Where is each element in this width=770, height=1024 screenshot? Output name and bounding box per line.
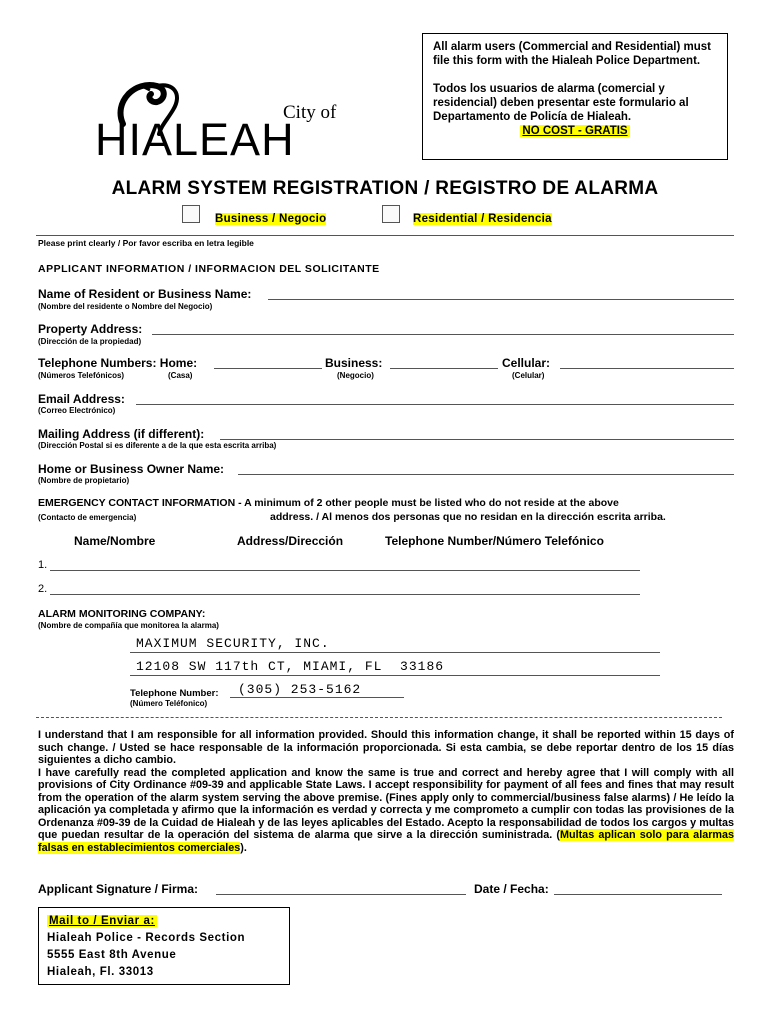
statement-p2-end: ).	[240, 841, 247, 854]
property-label: Property Address:	[38, 322, 143, 336]
cellular-sublabel: (Celular)	[512, 371, 545, 380]
contact-row-1-field[interactable]	[50, 570, 640, 571]
cellular-field[interactable]	[560, 368, 734, 369]
property-sublabel: (Dirección de la propiedad)	[38, 337, 142, 346]
monitoring-phone-label: Telephone Number:	[130, 688, 219, 699]
statement-p1: I understand that I am responsible for all information provided. Should this information change, it shall be reported within 15 days of such change. / Usted se hace responsable de la información proporcionada. Si esta cambia, se debe reportar dentro de los 15 días siguientes a dicho cambio.	[38, 729, 734, 766]
email-sublabel: (Correo Electrónico)	[38, 406, 116, 415]
mail-to-line-1: Hialeah Police - Records Section	[47, 932, 246, 944]
owner-field[interactable]	[238, 474, 734, 475]
statement	[38, 729, 734, 854]
mailing-field[interactable]	[220, 439, 734, 440]
residential-checkbox[interactable]	[382, 205, 400, 223]
signature-label: Applicant Signature / Firma:	[38, 882, 199, 896]
notice-english: All alarm users (Commercial and Residential) must file this form with the Hialeah Police Department.	[433, 41, 712, 67]
notice-cost: NO COST - GRATIS	[522, 125, 628, 137]
name-sublabel: (Nombre del residente o Nombre del Negocio)	[38, 302, 213, 311]
business-option-label: Business / Negocio	[215, 213, 327, 225]
divider-top	[36, 235, 734, 236]
monitoring-phone-value[interactable]: (305) 253-5162	[238, 682, 362, 697]
business-checkbox[interactable]	[182, 205, 200, 223]
monitoring-address-value[interactable]: 12108 SW 117th CT, MIAMI, FL 33186	[136, 659, 445, 674]
residential-option-label: Residential / Residencia	[413, 213, 552, 225]
monitoring-heading: ALARM MONITORING COMPANY:	[38, 608, 206, 620]
statement-p2	[38, 767, 734, 855]
business-phone-field[interactable]	[390, 368, 498, 369]
business-sublabel: (Negocio)	[337, 371, 374, 380]
page-title: ALARM SYSTEM REGISTRATION / REGISTRO DE ALARMA	[111, 178, 659, 199]
name-field[interactable]	[268, 299, 734, 300]
property-field[interactable]	[152, 334, 734, 335]
col-address: Address/Dirección	[237, 534, 344, 548]
email-field[interactable]	[136, 404, 734, 405]
notice-spanish: Todos los usuarios de alarma (comercial y residencial) deben presentar este formulario al Departamento de Policía de Hialeah.	[433, 83, 689, 123]
monitoring-phone-sublabel: (Número Teléfonico)	[130, 699, 208, 708]
business-phone-label: Business:	[325, 356, 383, 370]
applicant-heading: APPLICANT INFORMATION / INFORMACION DEL SOLICITANTE	[38, 263, 380, 275]
mail-to-heading: Mail to / Enviar a:	[49, 915, 155, 927]
col-phone: Telephone Number/Número Telefónico	[385, 534, 604, 548]
emergency-sublabel: (Contacto de emergencia)	[38, 513, 137, 522]
emergency-heading-line	[38, 497, 619, 509]
owner-label: Home or Business Owner Name:	[38, 462, 225, 476]
mailing-label: Mailing Address (if different):	[38, 427, 205, 441]
home-sublabel: (Casa)	[168, 371, 193, 380]
col-name: Name/Nombre	[74, 534, 156, 548]
city-logo	[95, 72, 355, 167]
logo-city-of: City of	[283, 102, 337, 123]
email-label: Email Address:	[38, 392, 125, 406]
monitoring-company-value[interactable]: MAXIMUM SECURITY, INC.	[136, 636, 330, 651]
mail-to-line-3: Hialeah, Fl. 33013	[47, 966, 154, 978]
emergency-heading: EMERGENCY CONTACT INFORMATION -	[38, 497, 245, 509]
notice-box	[422, 33, 728, 160]
print-clearly-note: Please print clearly / Por favor escriba en letra legible	[38, 238, 254, 248]
date-label: Date / Fecha:	[474, 882, 549, 896]
phone-sublabel: (Números Telefónicos)	[38, 371, 125, 380]
logo-name: HIALEAH	[95, 114, 295, 165]
monitoring-phone-field	[230, 697, 404, 698]
divider-statement	[36, 717, 722, 718]
contact-row-1-num: 1.	[38, 559, 48, 571]
emergency-note-1: A minimum of 2 other people must be listed who do not reside at the above	[244, 497, 619, 509]
signature-field[interactable]	[216, 894, 466, 895]
mail-to-line-2: 5555 East 8th Avenue	[47, 949, 177, 961]
cellular-label: Cellular:	[502, 356, 551, 370]
monitoring-sublabel: (Nombre de compañía que monitorea la alarma)	[38, 621, 219, 630]
monitoring-company-field	[130, 652, 660, 653]
contact-row-2-field[interactable]	[50, 594, 640, 595]
owner-sublabel: (Nombre de propietario)	[38, 476, 130, 485]
phone-label: Telephone Numbers: Home:	[38, 356, 198, 370]
home-phone-field[interactable]	[214, 368, 322, 369]
statement-p2-text: I have carefully read the completed application and know the same is true and correct and hereby agree that I will comply with all provisions of City Ordinance #09-39 and applicable State Laws. I accept responsibility for payment of all fees and fines that may result from the operation of the alarm system serving the above premise. (Fines apply only to commercial/business false alarms) / He leído la aplicación ya completada y afirmo que la información es verdad y correcta y me comprometo a cumplir con todas las provisiones de la Ordenanza #09-39 de la Cuidad de Hialeah y de las leyes aplicables del Estado. Acepto la responsabilidad de todos los cargos y multas que puedan resultar de la operación del sistema de alarma que sirve a la dirección suministrada. (	[38, 766, 734, 841]
date-field[interactable]	[554, 894, 722, 895]
monitoring-address-field	[130, 675, 660, 676]
mailing-sublabel: (Dirección Postal si es diferente a de la que esta escrita arriba)	[38, 441, 277, 450]
emergency-note-2: address. / Al menos dos personas que no residan en la dirección escrita arriba.	[270, 511, 666, 523]
contact-row-2-num: 2.	[38, 583, 48, 595]
statement-p2-highlight: Multas aplican solo para alarmas falsas en establecimientos comerciales	[38, 829, 735, 854]
mail-to-box	[38, 907, 290, 985]
name-label: Name of Resident or Business Name:	[38, 287, 252, 301]
